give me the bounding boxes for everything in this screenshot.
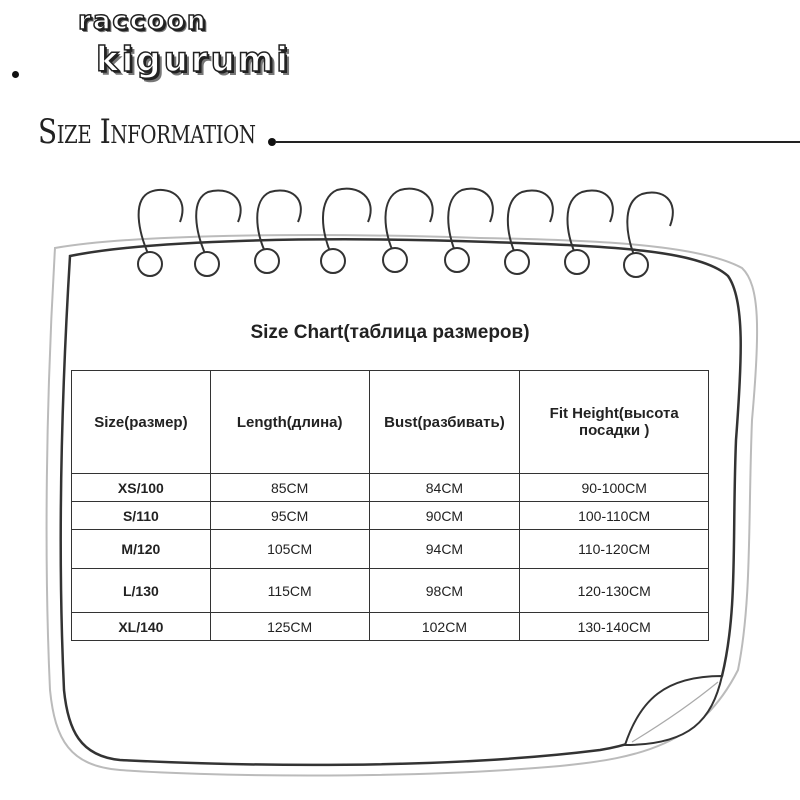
page-curl — [625, 676, 722, 745]
cell-length: 85CM — [210, 474, 369, 502]
cell-size: M/120 — [72, 530, 211, 569]
cell-length: 125CM — [210, 613, 369, 641]
header-size: Size(размер) — [72, 371, 211, 474]
cell-size: XL/140 — [72, 613, 211, 641]
cell-fit-height: 130-140CM — [520, 613, 709, 641]
spiral-ring — [321, 189, 371, 273]
cell-bust: 94CM — [369, 530, 520, 569]
header-length: Length(длина) — [210, 371, 369, 474]
cell-bust: 98CM — [369, 569, 520, 613]
cell-fit-height: 100-110CM — [520, 502, 709, 530]
cell-bust: 102CM — [369, 613, 520, 641]
size-table — [71, 370, 709, 641]
table-row — [72, 502, 709, 530]
header-bust: Bust(разбивать) — [369, 371, 520, 474]
cell-size: XS/100 — [72, 474, 211, 502]
spiral-ring — [505, 190, 553, 274]
cell-length: 105CM — [210, 530, 369, 569]
cell-bust: 90CM — [369, 502, 520, 530]
cell-fit-height: 110-120CM — [520, 530, 709, 569]
cell-fit-height: 120-130CM — [520, 569, 709, 613]
cell-length: 95CM — [210, 502, 369, 530]
spiral-ring — [624, 192, 673, 277]
spiral-ring — [383, 189, 433, 272]
table-row — [72, 613, 709, 641]
cell-fit-height: 90-100CM — [520, 474, 709, 502]
table-row — [72, 530, 709, 569]
cell-size: S/110 — [72, 502, 211, 530]
table-header-row — [72, 371, 709, 474]
section-title: Size Information — [38, 112, 256, 152]
header-fit-height: Fit Height(высота посадки ) — [520, 371, 709, 474]
cell-length: 115CM — [210, 569, 369, 613]
logo-text-raccoon: raccoon — [78, 6, 208, 36]
spiral-ring — [138, 190, 183, 276]
spiral-ring — [445, 189, 493, 272]
table-row — [72, 569, 709, 613]
table-row — [72, 474, 709, 502]
logo-text-kigurumi: kigurumi — [96, 40, 291, 80]
chart-title: Size Chart(таблица размеров) — [250, 322, 530, 343]
spiral-ring — [565, 190, 613, 274]
spiral-ring — [255, 190, 301, 273]
cell-bust: 84CM — [369, 474, 520, 502]
spiral-ring — [195, 190, 241, 276]
cell-size: L/130 — [72, 569, 211, 613]
spiral-rings — [138, 189, 673, 277]
